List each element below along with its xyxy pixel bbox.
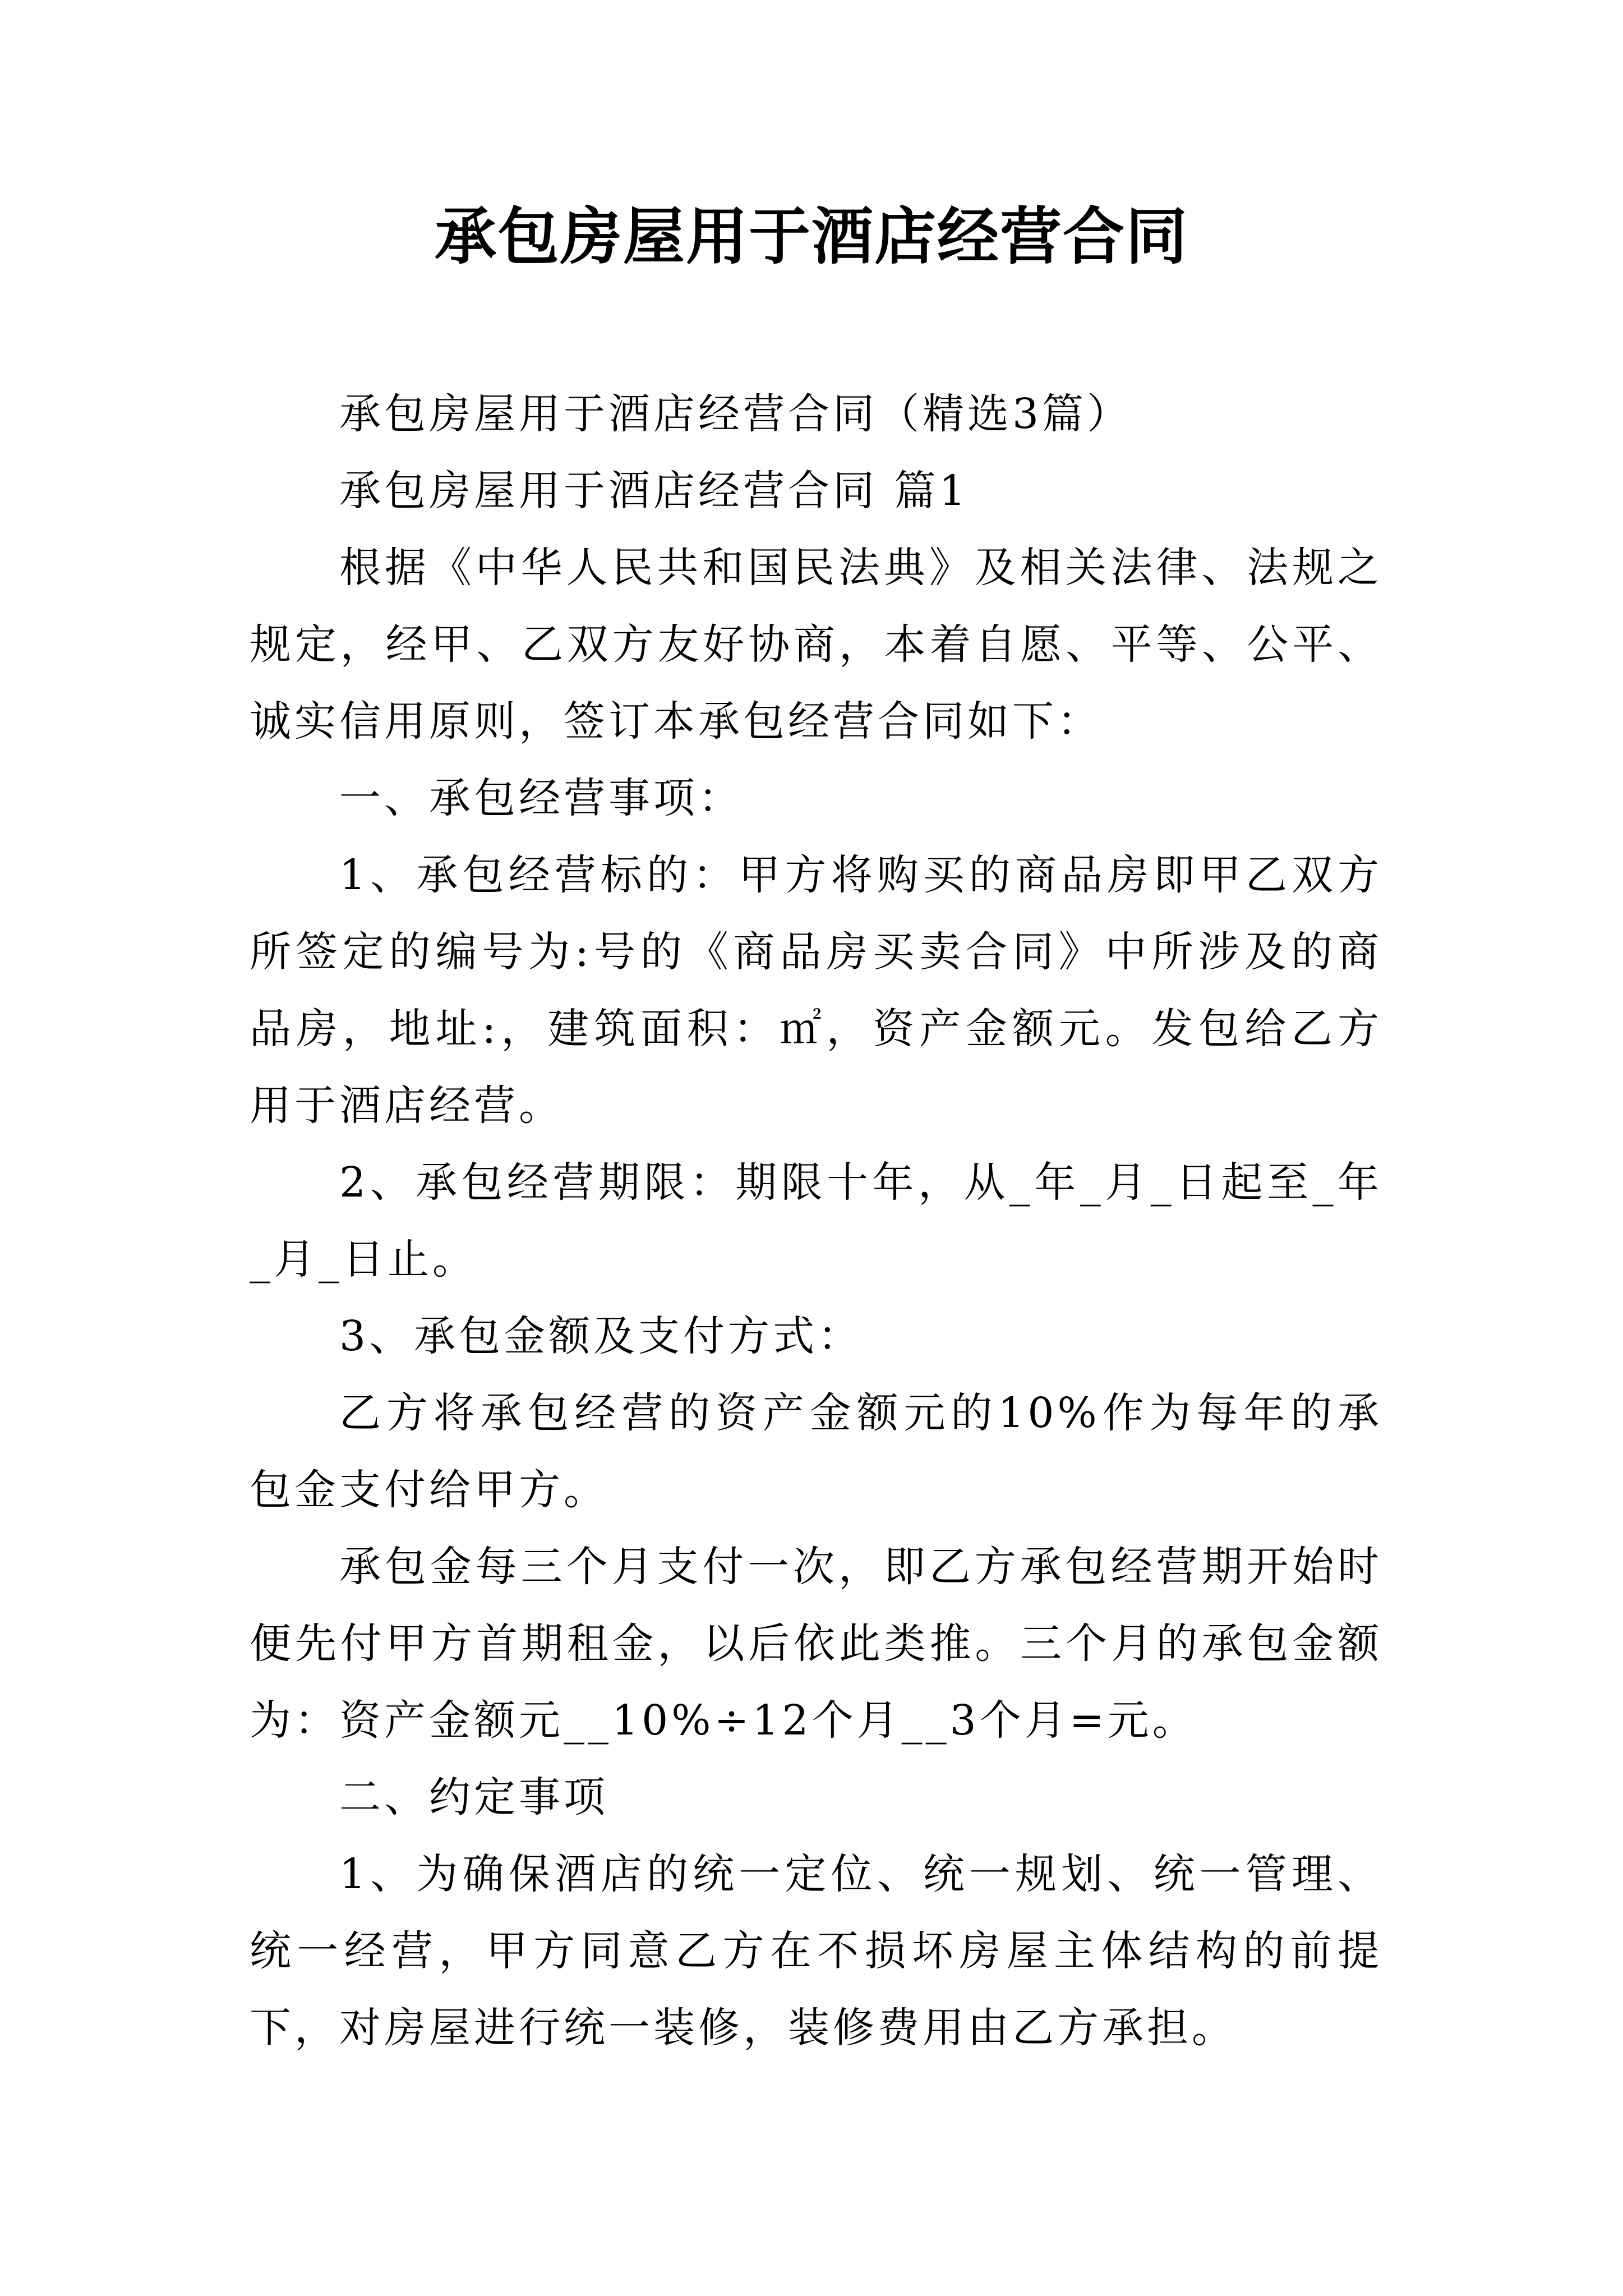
paragraph-clause-2-1: 1、为确保酒店的统一定位、统一规划、统一管理、统一经营，甲方同意乙方在不损坏房屋主体结构的前提下，对房屋进行统一装修，装修费用由乙方承担。 xyxy=(250,1850,1382,2052)
paragraph-heading-2: 二、约定事项 xyxy=(339,1773,608,1821)
paragraph-preamble: 根据《中华人民共和国民法典》及相关法律、法规之规定，经甲、乙双方友好协商，本着自愿、平等、公平、诚实信用原则，签订本承包经营合同如下： xyxy=(250,544,1382,746)
paragraph-clause-1-2: 2、承包经营期限：期限十年，从_年_月_日起至_年_月_日止。 xyxy=(250,1158,1382,1283)
paragraph-subtitle: 承包房屋用于酒店经营合同（精选3篇） xyxy=(339,390,1132,438)
paragraph-clause-1-3: 3、承包金额及支付方式： xyxy=(339,1312,863,1360)
document-title: 承包房屋用于酒店经营合同 xyxy=(435,200,1188,273)
paragraph-payment-schedule: 承包金每三个月支付一次，即乙方承包经营期开始时便先付甲方首期租金，以后依此类推。三个月的承包金额为：资产金额元__10%÷12个月__3个月=元。 xyxy=(250,1543,1382,1745)
paragraph-heading-1: 一、承包经营事项： xyxy=(339,774,743,822)
paragraph-clause-1-1: 1、承包经营标的：甲方将购买的商品房即甲乙双方所签定的编号为:号的《商品房买卖合同》中所涉及的商品房，地址:，建筑面积：㎡，资产金额元。发包给乙方用于酒店经营。 xyxy=(250,851,1382,1130)
document-body xyxy=(250,376,1382,2067)
paragraph-payment-rate: 乙方将承包经营的资产金额元的10%作为每年的承包金支付给甲方。 xyxy=(250,1389,1382,1514)
paragraph-section-heading: 承包房屋用于酒店经营合同 篇1 xyxy=(339,467,969,515)
